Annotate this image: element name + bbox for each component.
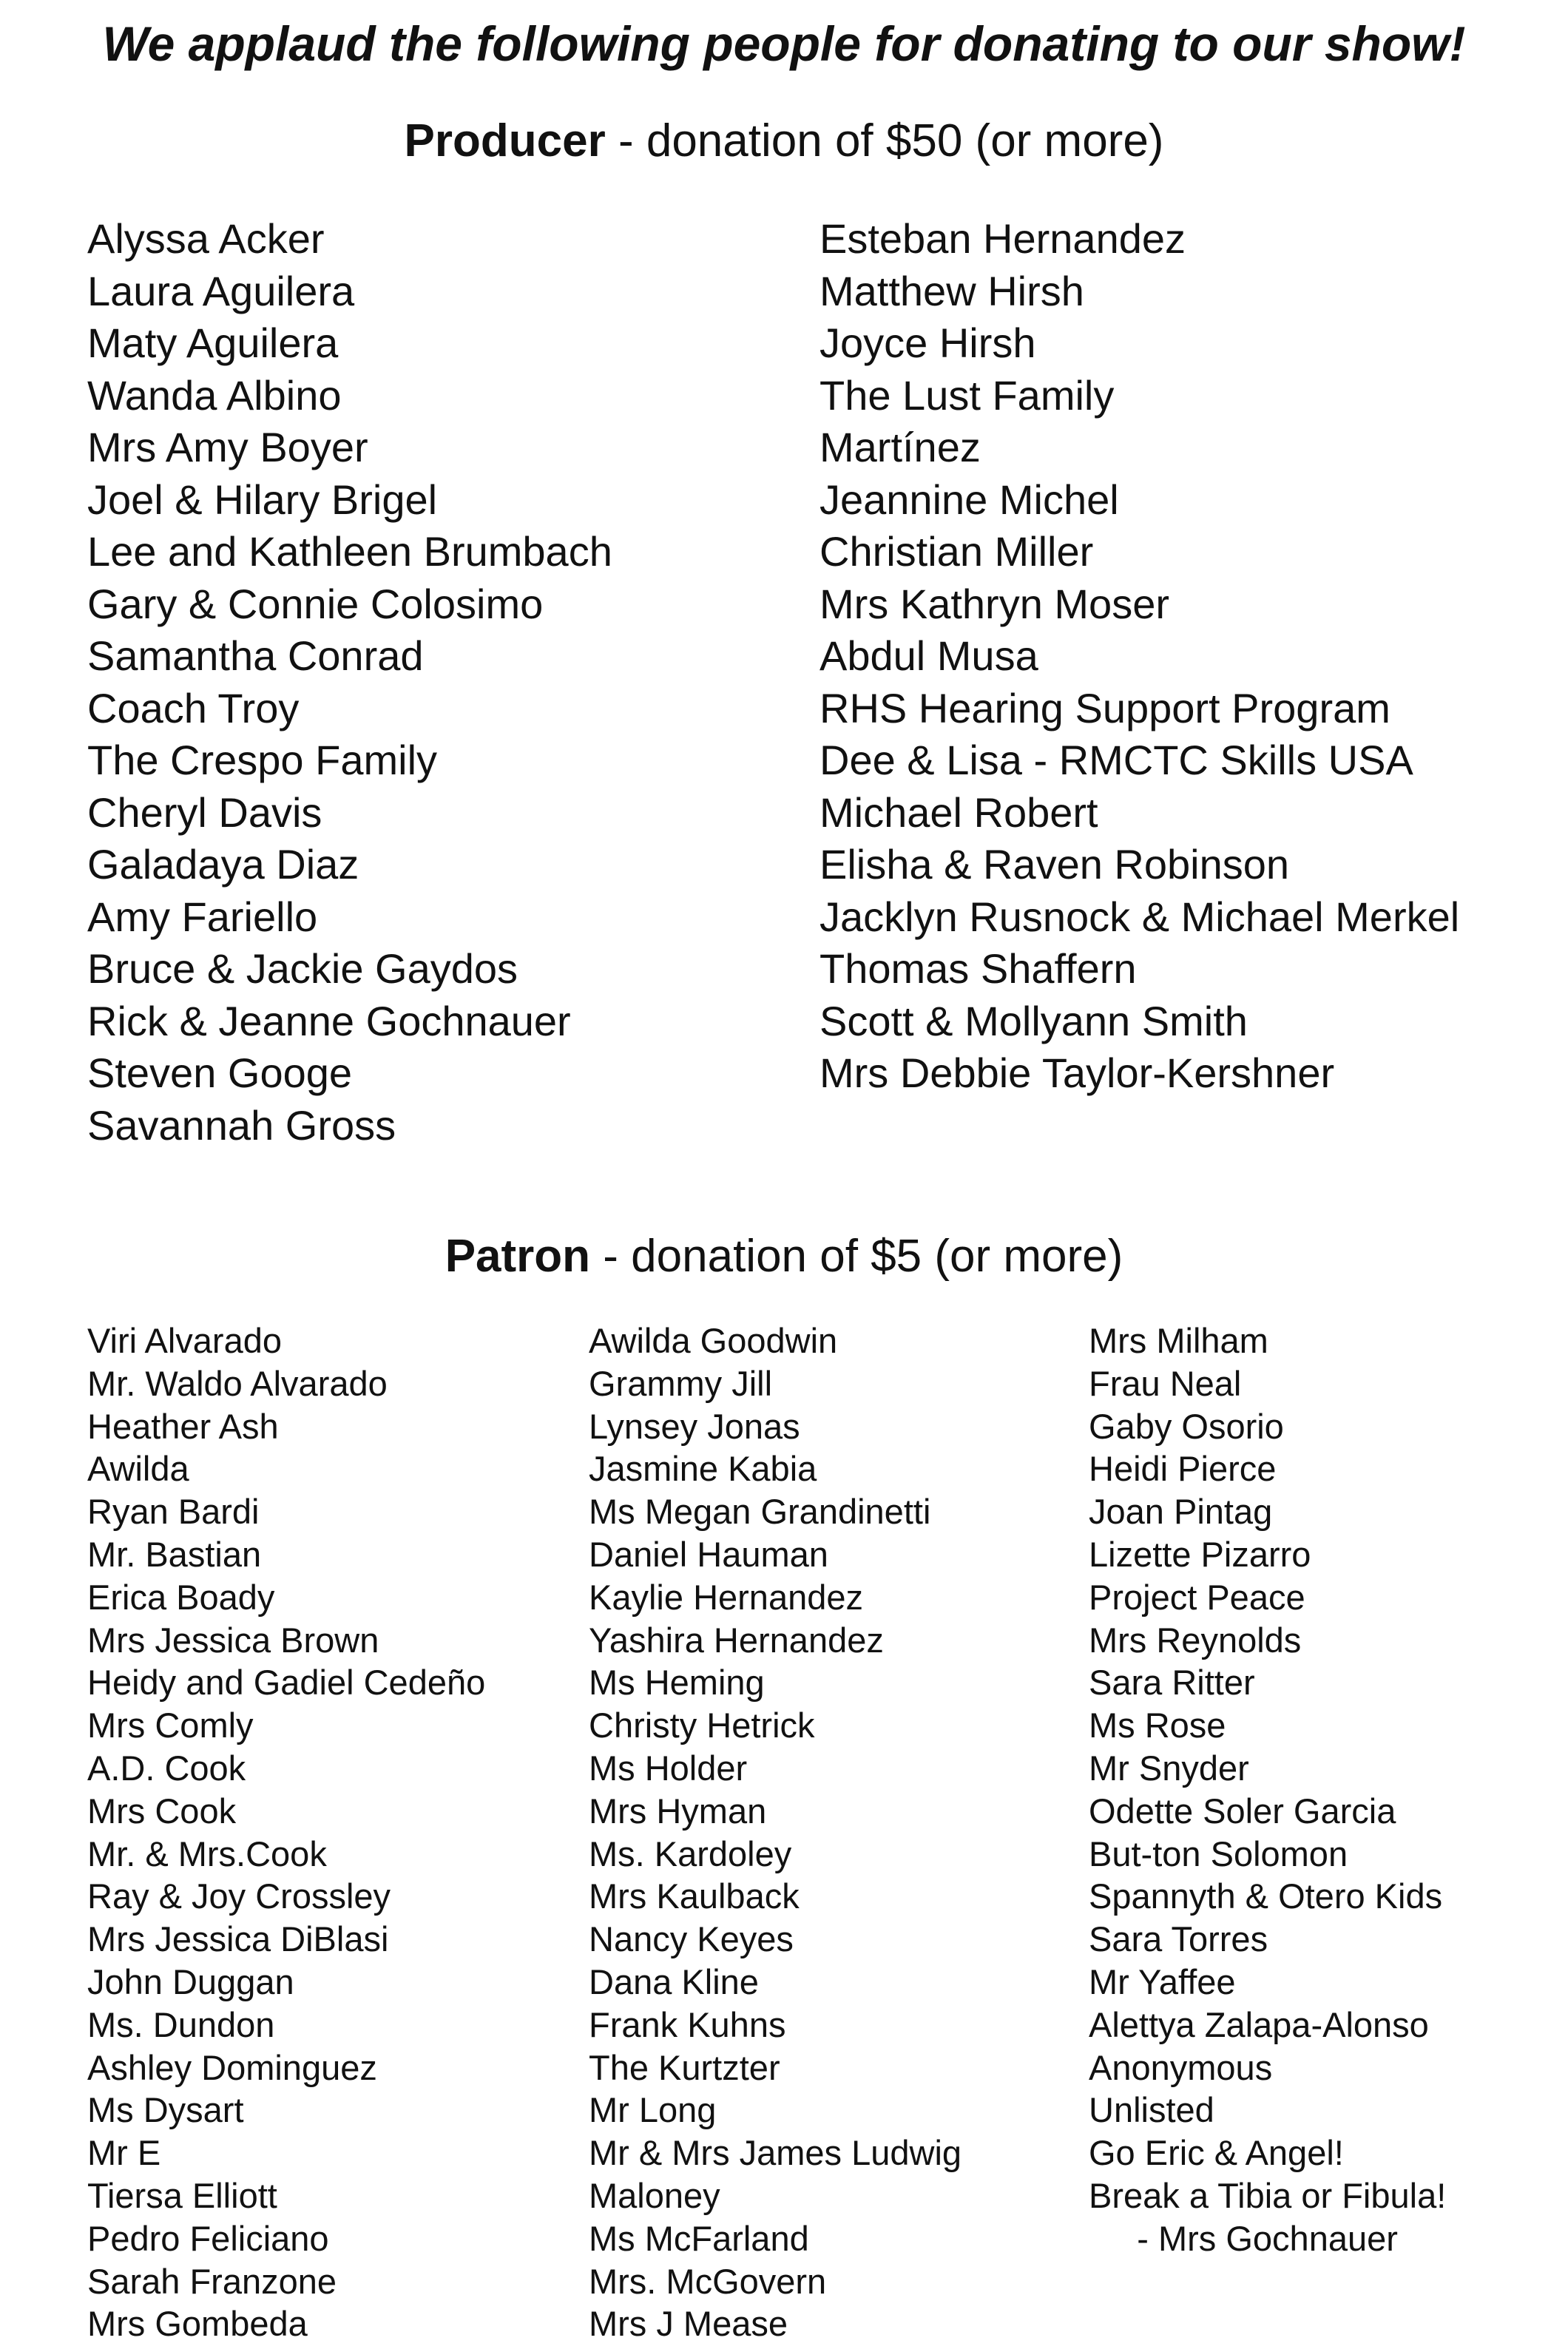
donor-name: But-ton Solomon: [1089, 1833, 1348, 1873]
donor-name: Ms. Kardoley: [589, 1833, 792, 1873]
donor-name: Ms Heming: [589, 1663, 765, 1703]
donor-name: Spannyth & Otero Kids: [1089, 1876, 1443, 1916]
donor-name: Mr. Waldo Alvarado: [87, 1363, 388, 1403]
donor-name: Joyce Hirsh: [820, 320, 1036, 366]
donor-name: Mrs Amy Boyer: [87, 424, 368, 470]
patron-list-column-2: [589, 1319, 962, 2345]
patron-tier-description: - donation of $5 (or more): [590, 1231, 1123, 1282]
donor-name: Amy Fariello: [87, 893, 318, 940]
donor-name: Elisha & Raven Robinson: [820, 841, 1290, 888]
donor-name: Esteban Hernandez: [820, 215, 1186, 262]
donor-name: Mrs Milham: [1089, 1321, 1268, 1360]
donor-name: Savannah Gross: [87, 1101, 396, 1149]
donor-name: Jeannine Michel: [820, 476, 1119, 523]
donor-name: Matthew Hirsh: [820, 267, 1084, 314]
donor-name: Yashira Hernandez: [589, 1620, 884, 1660]
donor-name: Mrs Cook: [87, 1791, 237, 1831]
donor-name: Alyssa Acker: [87, 215, 325, 262]
donor-name: Abdul Musa: [820, 632, 1038, 679]
donor-name: Coach Troy: [87, 684, 300, 731]
donor-name: Wanda Albino: [87, 371, 342, 419]
donor-name: Maloney: [589, 2175, 720, 2215]
donor-name: Alettya Zalapa-Alonso: [1089, 2004, 1429, 2044]
donor-name: Mrs Hyman: [589, 1791, 767, 1831]
donor-name: Jasmine Kabia: [589, 1449, 817, 1489]
donor-name: Martínez: [820, 424, 981, 470]
donor-name: Break a Tibia or Fibula!: [1089, 2175, 1447, 2215]
donor-name: Lizette Pizarro: [1089, 1534, 1311, 1574]
donor-name: Mrs Debbie Taylor-Kershner: [820, 1050, 1335, 1096]
donor-name: Heather Ash: [87, 1406, 279, 1446]
donor-name: Heidi Pierce: [1089, 1449, 1277, 1489]
donor-name: Ashley Dominguez: [87, 2047, 377, 2087]
donor-name: Christy Hetrick: [589, 1706, 815, 1745]
donor-name: Mrs Reynolds: [1089, 1620, 1302, 1660]
patron-list-column-1: [87, 1319, 485, 2345]
donor-name: Mr. & Mrs.Cook: [87, 1833, 327, 1873]
donor-name: Frau Neal: [1089, 1363, 1242, 1403]
producer-tier-description: - donation of $50 (or more): [605, 115, 1164, 166]
donor-name: Mr. Bastian: [87, 1534, 262, 1574]
donor-name: Mrs Kaulback: [589, 1876, 800, 1916]
donor-name: Christian Miller: [820, 528, 1094, 575]
donor-name: Thomas Shaffern: [820, 945, 1137, 992]
donor-name: Scott & Mollyann Smith: [820, 997, 1248, 1044]
donor-name: RHS Hearing Support Program: [820, 684, 1390, 731]
donor-name: Ms Holder: [589, 1748, 748, 1788]
donor-name: Mrs. McGovern: [589, 2261, 827, 2301]
donor-name: Kaylie Hernandez: [589, 1577, 863, 1617]
donor-name: The Crespo Family: [87, 737, 438, 783]
producer-list-left: [87, 213, 612, 1152]
donor-name: Ray & Joy Crossley: [87, 1876, 391, 1916]
donor-name: Mrs J Mease: [589, 2304, 788, 2344]
donor-name: Go Eric & Angel!: [1089, 2133, 1344, 2173]
donor-name: Gary & Connie Colosimo: [87, 580, 544, 627]
donor-name: Mrs Gombeda: [87, 2304, 308, 2344]
donor-name: - Mrs Gochnauer: [1089, 2218, 1398, 2258]
donor-name: Erica Boady: [87, 1577, 275, 1617]
donor-name: Bruce & Jackie Gaydos: [87, 945, 518, 992]
donor-name: Steven Googe: [87, 1050, 353, 1096]
donor-name: Ms. Dundon: [87, 2004, 275, 2044]
donor-name: Anonymous: [1089, 2047, 1273, 2087]
donor-name: Mrs Jessica Brown: [87, 1620, 379, 1660]
donor-name: Gaby Osorio: [1089, 1406, 1284, 1446]
donor-name: Sara Ritter: [1089, 1663, 1255, 1703]
donor-name: Mrs Jessica DiBlasi: [87, 1919, 389, 1959]
donor-name: Ms Megan Grandinetti: [589, 1492, 931, 1532]
patron-tier-heading: [0, 1225, 1568, 1288]
donor-name: Daniel Hauman: [589, 1534, 828, 1574]
donor-name: Mrs Comly: [87, 1706, 254, 1745]
producer-tier-name: Producer: [404, 115, 606, 166]
donor-name: Dana Kline: [589, 1961, 759, 2001]
donor-name: Lee and Kathleen Brumbach: [87, 528, 612, 575]
donor-name: Pedro Feliciano: [87, 2218, 329, 2258]
donor-name: Lynsey Jonas: [589, 1406, 800, 1446]
donor-name: Mr Snyder: [1089, 1748, 1249, 1788]
patron-tier-name: Patron: [445, 1231, 591, 1282]
donor-name: Mr E: [87, 2133, 161, 2173]
donor-name: Nancy Keyes: [589, 1919, 794, 1959]
donor-name: Awilda Goodwin: [589, 1321, 838, 1360]
donor-name: Mr Yaffee: [1089, 1961, 1236, 2001]
patron-list-column-3: [1089, 1319, 1446, 2260]
donor-name: Heidy and Gadiel Cedeño: [87, 1663, 486, 1703]
donor-name: Joan Pintag: [1089, 1492, 1273, 1532]
donor-name: Project Peace: [1089, 1577, 1305, 1617]
donor-name: The Kurtzter: [589, 2047, 780, 2087]
donor-name: Unlisted: [1089, 2090, 1214, 2130]
donor-name: Mr Long: [589, 2090, 717, 2130]
donor-name: Mrs Kathryn Moser: [820, 580, 1169, 627]
donor-name: Laura Aguilera: [87, 267, 355, 314]
donor-name: Dee & Lisa - RMCTC Skills USA: [820, 737, 1413, 783]
donor-name: Tiersa Elliott: [87, 2175, 277, 2215]
donor-name: Samantha Conrad: [87, 632, 424, 679]
donor-name: Mr & Mrs James Ludwig: [589, 2133, 962, 2173]
donor-name: Ms McFarland: [589, 2218, 809, 2258]
donor-name: Sara Torres: [1089, 1919, 1268, 1959]
donor-name: Cheryl Davis: [87, 788, 322, 836]
donor-name: Sarah Franzone: [87, 2261, 337, 2301]
donor-name: Frank Kuhns: [589, 2004, 786, 2044]
producer-tier-heading: [0, 109, 1568, 173]
donor-name: Maty Aguilera: [87, 320, 339, 366]
donor-name: Galadaya Diaz: [87, 841, 359, 888]
donor-name: Ms Dysart: [87, 2090, 244, 2130]
donor-name: Ryan Bardi: [87, 1492, 260, 1532]
page-headline: We applaud the following people for donating to our show!: [102, 16, 1466, 71]
donor-name: Awilda: [87, 1449, 189, 1489]
donor-name: Viri Alvarado: [87, 1321, 282, 1360]
donor-name: Ms Rose: [1089, 1706, 1226, 1745]
donor-name: John Duggan: [87, 1961, 294, 2001]
donor-name: Rick & Jeanne Gochnauer: [87, 997, 571, 1044]
donor-name: Joel & Hilary Brigel: [87, 476, 438, 523]
donor-name: The Lust Family: [820, 371, 1115, 419]
donor-name: Grammy Jill: [589, 1363, 773, 1403]
donor-name: A.D. Cook: [87, 1748, 246, 1788]
donor-name: Jacklyn Rusnock & Michael Merkel: [820, 893, 1460, 940]
producer-list-right: [820, 213, 1459, 1100]
donor-name: Odette Soler Garcia: [1089, 1791, 1396, 1831]
donor-name: Michael Robert: [820, 788, 1098, 836]
